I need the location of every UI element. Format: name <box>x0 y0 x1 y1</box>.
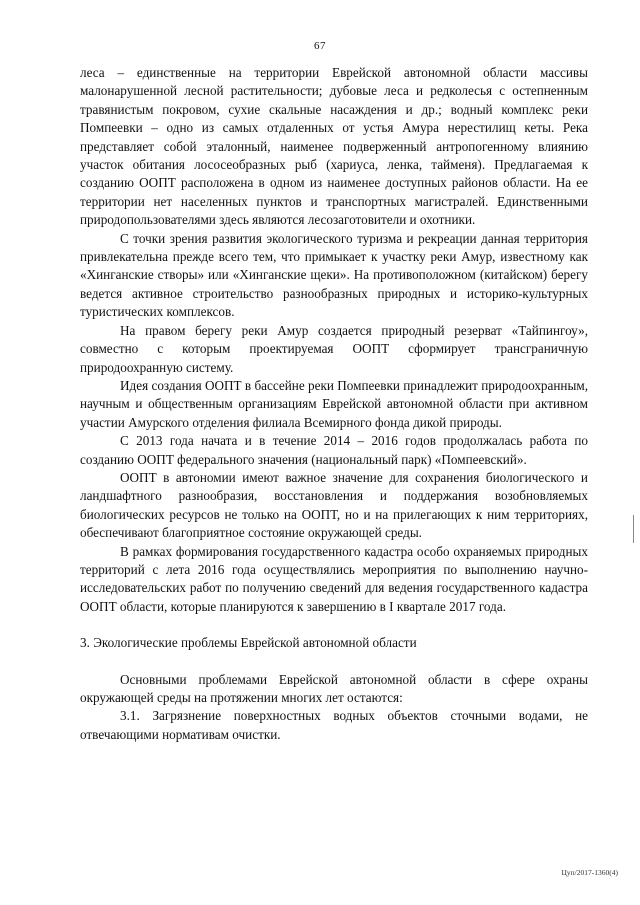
section-heading: 3. Экологические проблемы Еврейской автономной области <box>80 635 417 651</box>
footer-document-code: Цуп/2017-1360(4) <box>561 868 618 877</box>
paragraph-idea-oopt: Идея создания ООПТ в бассейне реки Помпеевки принадлежит природоохранным, научным и общественным организациям Еврейской автономной области при активном участии Амурского отделения филиала Всемирного фонда дикой природы. <box>80 377 588 430</box>
paragraph-ecotourism: С точки зрения развития экологического туризма и рекреации данная территория привлекательна прежде всего тем, что примыкает к участку реки Амур, известному как «Хинганские створы» или «Хинганские щеки». На противоположном (китайском) берегу ведется активное строительство разнообразных природных и историко-культурных туристических комплексов. <box>80 230 588 320</box>
paragraph-taipingou-reserve: На правом берегу реки Амур создается природный резерват «Тайпингоу», совместно с которым проектируемая ООПТ сформирует трансграничную природоохранную систему. <box>80 322 588 375</box>
scan-margin-mark <box>633 515 634 543</box>
page-number: 67 <box>314 40 326 52</box>
paragraph-2013-work: С 2013 года начата и в течение 2014 – 2016 годов продолжалась работа по созданию ООПТ федерального значения (национальный парк) «Помпеевский». <box>80 433 588 467</box>
paragraph-oopt-importance: ООПТ в автономии имеют важное значение для сохранения биологического и ландшафтного разнообразия, восстановления и поддержания возобновляемых биологических ресурсов не только на ООПТ, но и на прилегающих к ним территориях, обеспечивают благоприятное состояние окружающей среды. <box>80 469 588 541</box>
paragraph-cadastre: В рамках формирования государственного кадастра особо охраняемых природных территорий с лета 2016 года осуществлялись мероприятия по выполнению научно-исследовательских работ по получению сведений для ведения государственного кадастра ООПТ области, которые планируются к завершению в I квартале 2017 года. <box>80 543 588 614</box>
document-body <box>80 64 588 744</box>
paragraph-forests: леса – единственные на территории Еврейской автономной области массивы малонарушенной лесной растительности; дубовые леса и редколесья с остепненным травянистым покровом, сухие скальные насаждения и др.; водный комплекс реки Помпеевки – одно из самых отдаленных от устья Амура нерестилищ кеты. Река представляет собой эталонный, наименее подверженный антропогенному влиянию участок обитания лососеобразных рыб (хариуса, ленка, тайменя). Предлагаемая к созданию ООПТ расположена в одном из наименее доступных районов области. На ее территории нет населенных пунктов и транспортных магистралей. Единственными природопользователями здесь являются лесозаготовители и охотники. <box>80 65 588 228</box>
paragraph-main-problems: Основными проблемами Еврейской автономной области в сфере охраны окружающей среды на протяжении многих лет остаются: <box>80 671 588 705</box>
paragraph-problem-3-1: 3.1. Загрязнение поверхностных водных объектов сточными водами, не отвечающими нормативам очистки. <box>80 708 588 742</box>
